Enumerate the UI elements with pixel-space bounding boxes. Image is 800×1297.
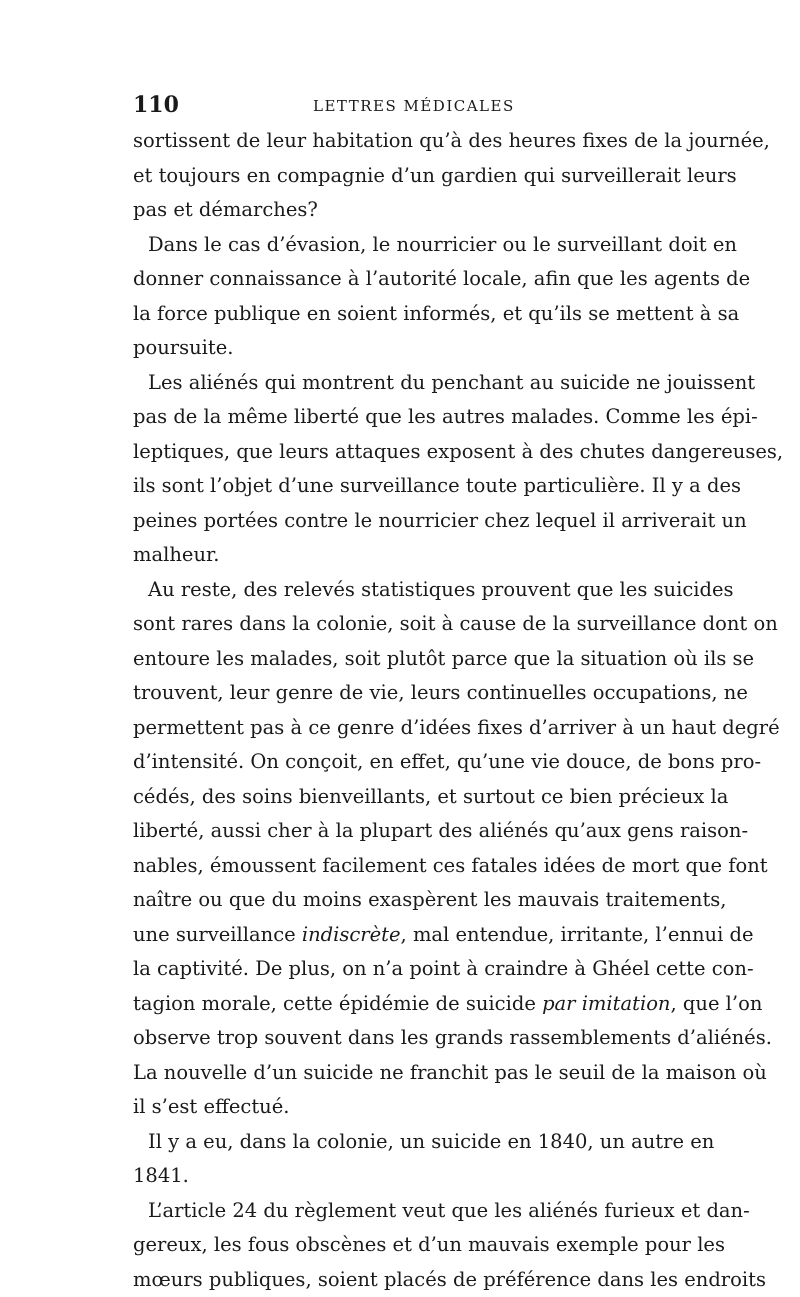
text-line: peines portées contre le nourricier chez lequel il arriverait un (133, 504, 670, 539)
text-line: et toujours en compagnie d’un gardien qui surveillerait leurs (133, 159, 670, 194)
text-line: poursuite. (133, 331, 670, 366)
text-line: donner connaissance à l’autorité locale, afin que les agents de (133, 262, 670, 297)
text-line: pas et démarches? (133, 193, 670, 228)
text-line: la captivité. De plus, on n’a point à craindre à Ghéel cette con- (133, 952, 670, 987)
text-line: L’article 24 du règlement veut que les aliénés furieux et dan- (133, 1194, 670, 1229)
text-line: naître ou que du moins exaspèrent les mauvais traitements, (133, 883, 670, 918)
page-header (133, 92, 670, 118)
text-line: mœurs publiques, soient placés de préférence dans les endroits (133, 1263, 670, 1297)
text-line: il s’est effectué. (133, 1090, 670, 1125)
text-line: cédés, des soins bienveillants, et surtout ce bien précieux la (133, 780, 670, 815)
text-body (133, 124, 670, 1297)
text-line: 1841. (133, 1159, 670, 1194)
text-line: une surveillance indiscrète, mal entendue, irritante, l’ennui de (133, 918, 670, 953)
text-line: observe trop souvent dans les grands rassemblements d’aliénés. (133, 1021, 670, 1056)
text-line: pas de la même liberté que les autres malades. Comme les épi- (133, 400, 670, 435)
text-line: La nouvelle d’un suicide ne franchit pas le seuil de la maison où (133, 1056, 670, 1091)
text-line: malheur. (133, 538, 670, 573)
text-line: Les aliénés qui montrent du penchant au suicide ne jouissent (133, 366, 670, 401)
text-line: tagion morale, cette épidémie de suicide par imitation, que l’on (133, 987, 670, 1022)
text-line: entoure les malades, soit plutôt parce que la situation où ils se (133, 642, 670, 677)
page-number: 110 (133, 92, 179, 118)
text-line: Dans le cas d’évasion, le nourricier ou le surveillant doit en (133, 228, 670, 263)
text-line: ils sont l’objet d’une surveillance toute particulière. Il y a des (133, 469, 670, 504)
text-line: sortissent de leur habitation qu’à des heures fixes de la journée, (133, 124, 670, 159)
text-line: d’intensité. On conçoit, en effet, qu’une vie douce, de bons pro- (133, 745, 670, 780)
text-line: trouvent, leur genre de vie, leurs continuelles occupations, ne (133, 676, 670, 711)
text-line: Au reste, des relevés statistiques prouvent que les suicides (133, 573, 670, 608)
running-title: LETTRES MÉDICALES (313, 94, 515, 118)
text-line: la force publique en soient informés, et qu’ils se mettent à sa (133, 297, 670, 332)
text-line: Il y a eu, dans la colonie, un suicide en 1840, un autre en (133, 1125, 670, 1160)
italic-emphasis: indiscrète (302, 923, 401, 946)
text-line: nables, émoussent facilement ces fatales idées de mort que font (133, 849, 670, 884)
italic-emphasis: par imitation (542, 992, 670, 1015)
text-line: gereux, les fous obscènes et d’un mauvais exemple pour les (133, 1228, 670, 1263)
text-line: permettent pas à ce genre d’idées fixes d’arriver à un haut degré (133, 711, 670, 746)
text-line: liberté, aussi cher à la plupart des aliénés qu’aux gens raison- (133, 814, 670, 849)
text-line: sont rares dans la colonie, soit à cause de la surveillance dont on (133, 607, 670, 642)
text-line: leptiques, que leurs attaques exposent à des chutes dangereuses, (133, 435, 670, 470)
